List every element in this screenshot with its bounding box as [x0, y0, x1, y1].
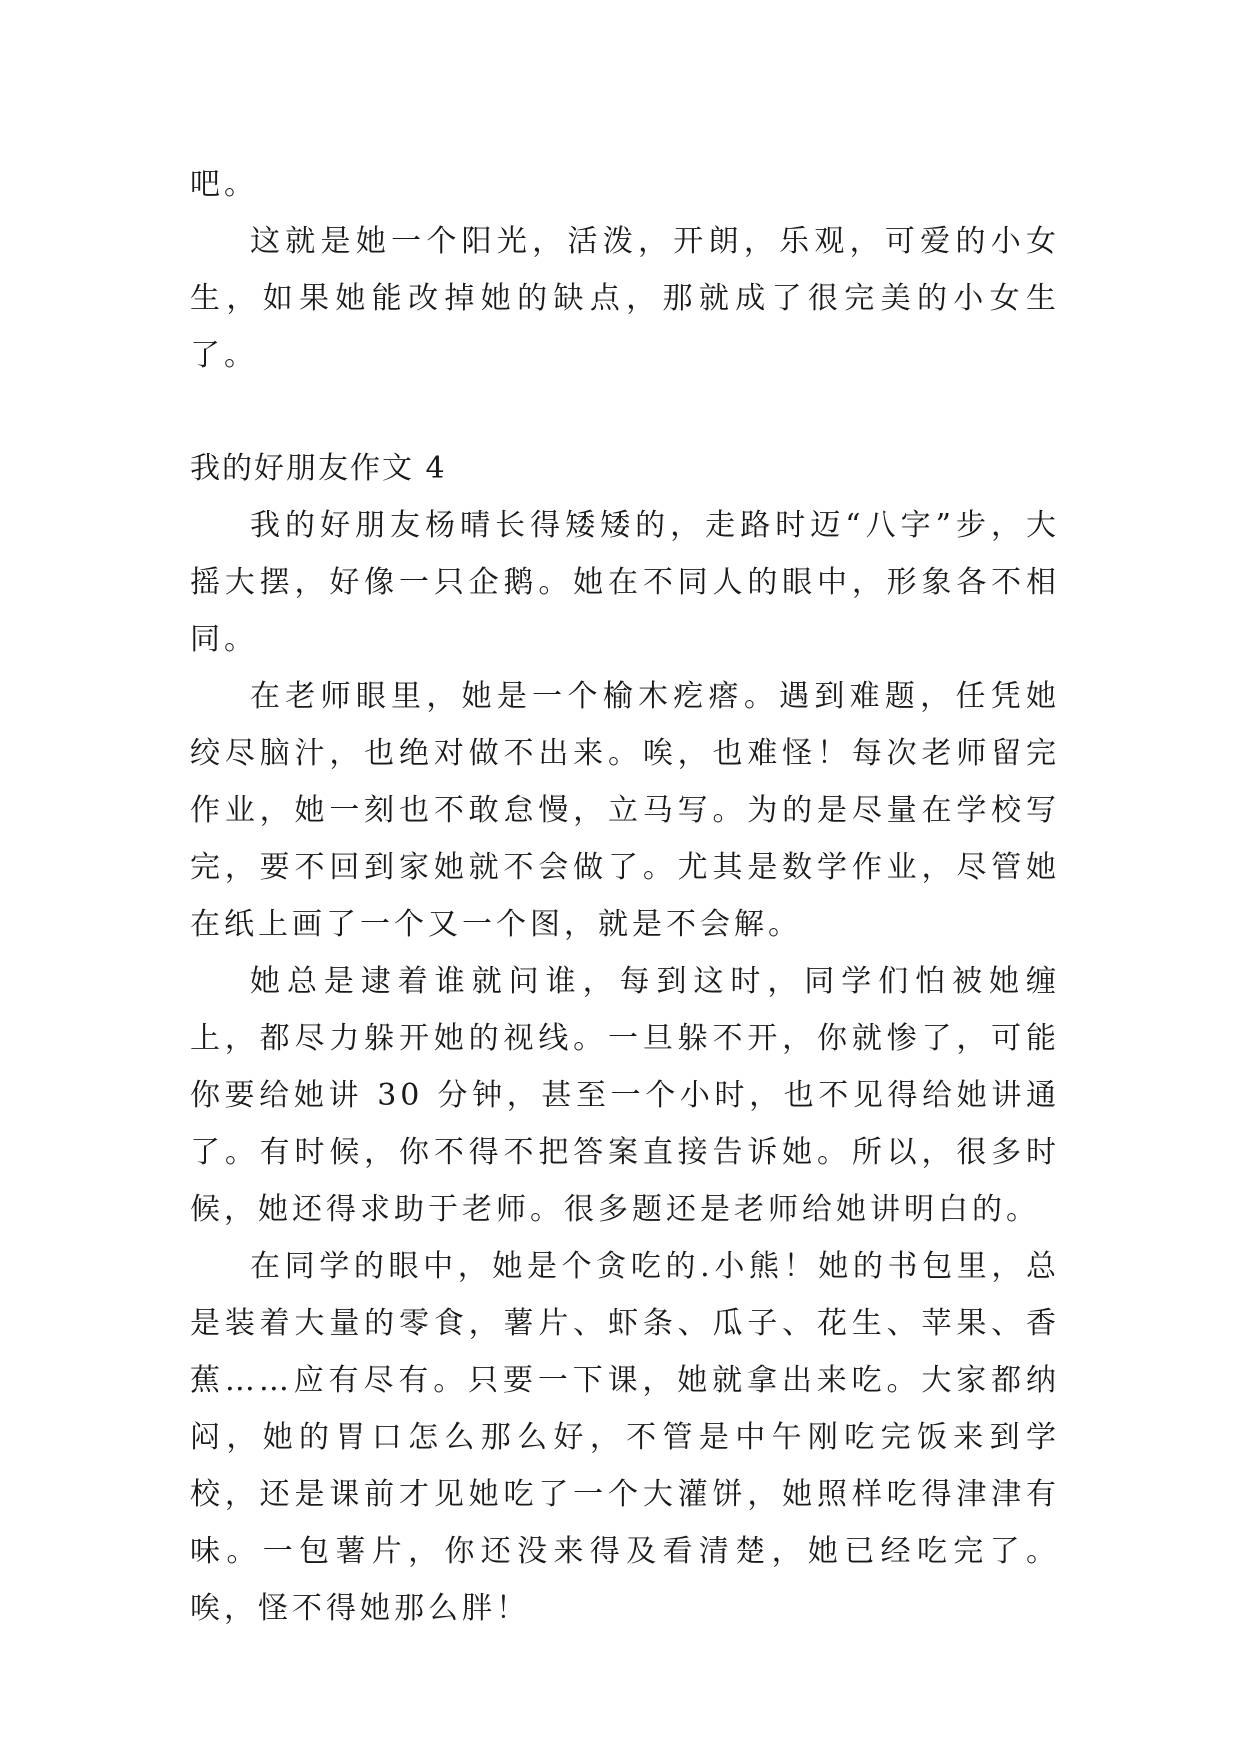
- continuation-text: 吧。: [190, 167, 258, 202]
- paragraph-3: 她总是逮着谁就问谁，每到这时，同学们怕被她缠上，都尽力躲开她的视线。一旦躲不开，你就惨了，可能你要给她讲 30 分钟，甚至一个小时，也不见得给她讲通了。有时候，你不得不把答案直接告诉她。所以，很多时候，她还得求助于老师。很多题还是老师给她讲明白的。: [190, 964, 1060, 1227]
- section-title: 我的好朋友作文 4: [190, 451, 447, 486]
- paragraph-4: 在同学的眼中，她是个贪吃的.小熊！她的书包里，总是装着大量的零食，薯片、虾条、瓜子、花生、苹果、香蕉……应有尽有。只要一下课，她就拿出来吃。大家都纳闷，她的胃口怎么那么好，不管是中午刚吃完饭来到学校，还是课前才见她吃了一个大灌饼，她照样吃得津津有味。一包薯片，你还没来得及看清楚，她已经吃完了。唉，怪不得她那么胖！: [190, 1249, 1060, 1626]
- paragraph-1: 我的好朋友杨晴长得矮矮的，走路时迈“八字”步，大摇大摆，好像一只企鹅。她在不同人的眼中，形象各不相同。: [190, 508, 1060, 657]
- document-body: [190, 156, 1060, 1637]
- intro-paragraph: 这就是她一个阳光，活泼，开朗，乐观，可爱的小女生，如果她能改掉她的缺点，那就成了很完美的小女生了。: [190, 224, 1060, 373]
- section-spacer: [190, 384, 1060, 440]
- paragraph-2: 在老师眼里，她是一个榆木疙瘩。遇到难题，任凭她绞尽脑汁，也绝对做不出来。唉，也难怪！每次老师留完作业，她一刻也不敢怠慢，立马写。为的是尽量在学校写完，要不回到家她就不会做了。尤其是数学作业，尽管她在纸上画了一个又一个图，就是不会解。: [190, 679, 1060, 942]
